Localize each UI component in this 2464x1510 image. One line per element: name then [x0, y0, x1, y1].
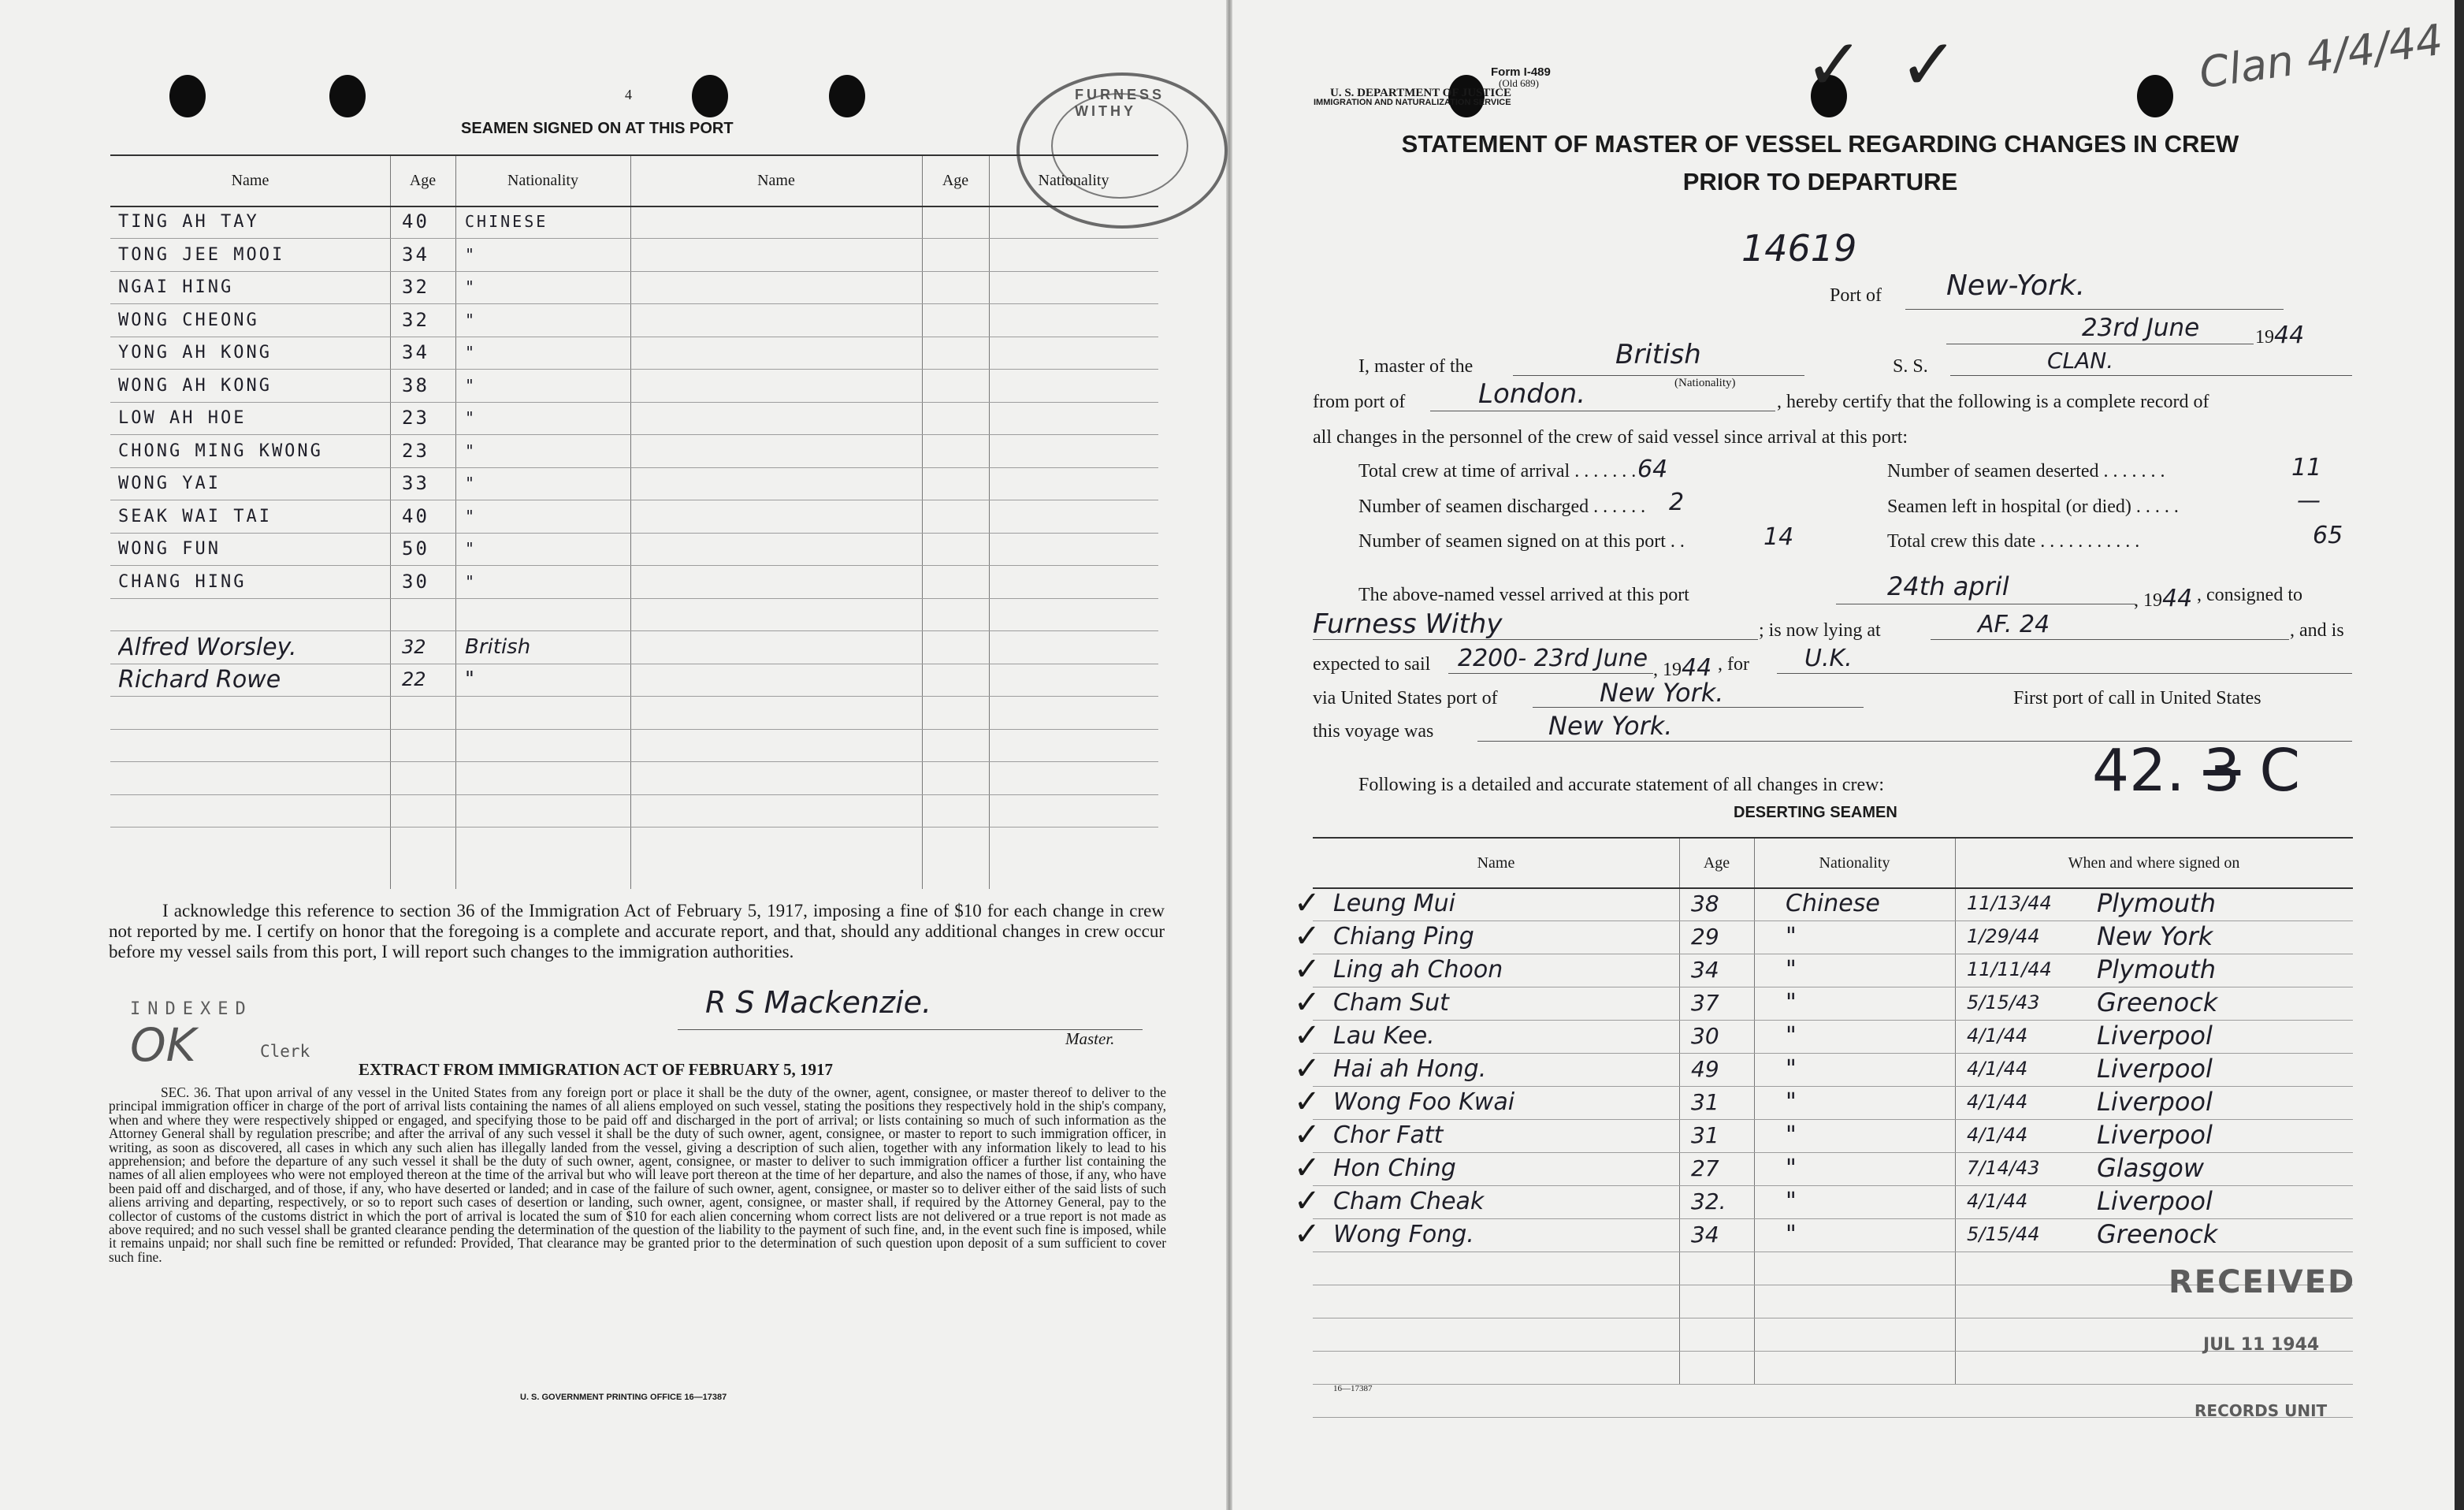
deserter-nationality: [1786, 1252, 1951, 1284]
deserter-date: [1967, 1318, 2077, 1350]
certify-text: , hereby certify that the following is a complete record of: [1777, 392, 2209, 412]
nationality-value: British: [1615, 339, 1701, 370]
punch-hole: [829, 75, 865, 117]
deserter-date: 1/29/44: [1967, 925, 2040, 947]
punch-hole: [329, 75, 366, 117]
section-title: SEAMEN SIGNED ON AT THIS PORT: [461, 120, 734, 137]
table-row: [110, 664, 1158, 697]
col-header-nationality-2: Nationality: [1038, 172, 1109, 189]
seaman-age: 23: [402, 407, 429, 429]
table-row: [110, 467, 1158, 500]
deserter-date: 4/1/44: [1967, 1124, 2028, 1146]
seaman-name: TING AH TAY: [118, 212, 259, 232]
for-label: , for: [1718, 654, 1749, 675]
deserter-place: Liverpool: [2097, 1021, 2213, 1051]
seal-text: FURNESS WITHY: [1075, 87, 1165, 119]
table-row: [110, 304, 1158, 337]
deserter-place: Glasgow: [2097, 1153, 2205, 1183]
col-header-name-2: Name: [757, 172, 795, 189]
seaman-name: WONG FUN: [118, 539, 221, 559]
seaman-name: YONG AH KONG: [118, 343, 272, 363]
year-value: 44: [2274, 322, 2305, 349]
seaman-nationality: [465, 697, 623, 729]
from-port-value: London.: [1478, 378, 1586, 410]
deserted-value: 11: [2291, 454, 2322, 482]
first-port-label: First port of call in United States: [2013, 688, 2261, 709]
deserter-nationality: ": [1786, 923, 1797, 950]
deserter-nationality: ": [1786, 1121, 1797, 1149]
file-number: 14619: [1741, 227, 1857, 270]
clerk-label: Clerk: [260, 1042, 310, 1061]
check-mark-icon: ✓: [1294, 1218, 1321, 1251]
table-row: [1294, 987, 2353, 1021]
seaman-name: WONG AH KONG: [118, 375, 272, 396]
seaman-age: 38: [402, 374, 429, 396]
table-row: [110, 239, 1158, 272]
deserter-age: 32.: [1691, 1188, 1726, 1214]
seaman-age: 23: [402, 439, 429, 462]
nationality-caption: (Nationality): [1674, 377, 1736, 389]
arrived-year: 44: [2162, 585, 2193, 612]
table-row: [110, 533, 1158, 566]
arrived-year-prefix: , 19: [2134, 590, 2162, 611]
deserting-title: DESERTING SEAMEN: [1734, 804, 1897, 821]
deserter-name: Ling ah Choon: [1333, 956, 1503, 984]
department: U. S. DEPARTMENT OF JUSTICE: [1330, 87, 1512, 99]
corner-note: Clan 4/4/44: [2196, 14, 2446, 99]
seaman-age: 34: [402, 243, 429, 266]
seaman-name: [118, 794, 386, 827]
master-label: Master.: [1065, 1029, 1115, 1048]
seaman-nationality: ": [465, 244, 478, 264]
sail-label: expected to sail: [1313, 654, 1431, 675]
seaman-age: 32: [402, 635, 426, 658]
deserter-place: Greenock: [2097, 987, 2218, 1017]
sail-year-prefix: , 19: [1653, 660, 1682, 680]
deserter-age: 37: [1691, 990, 1719, 1016]
seaman-age: 30: [402, 570, 429, 593]
table-row: [110, 729, 1158, 762]
seaman-nationality: [465, 762, 623, 794]
deserter-place: Greenock: [2097, 1219, 2218, 1249]
deserter-nationality: [1786, 1384, 1951, 1416]
page-edge: [2455, 0, 2464, 1510]
deserter-date: 5/15/44: [1967, 1223, 2040, 1245]
year-prefix: 19: [2255, 327, 2274, 348]
seaman-name: TONG JEE MOOI: [118, 244, 285, 265]
deserter-nationality: ": [1786, 1221, 1797, 1248]
deserter-name: Chiang Ping: [1333, 923, 1474, 950]
deserter-age: [1691, 1351, 1754, 1383]
deserter-place: Plymouth: [2097, 888, 2216, 918]
seaman-age: 40: [402, 210, 429, 232]
deserter-date: 4/1/44: [1967, 1025, 2028, 1047]
seaman-age: [402, 598, 457, 630]
seaman-name: WONG YAI: [118, 474, 221, 493]
check-mark-icon: ✓: [1294, 1020, 1321, 1052]
big-mark: [2092, 737, 2300, 805]
deserter-date: [1967, 1252, 2077, 1284]
from-port-label: from port of: [1313, 392, 1406, 412]
deserter-date: 5/15/43: [1967, 991, 2040, 1013]
deserter-age: 29: [1691, 924, 1719, 950]
deserter-place: Liverpool: [2097, 1054, 2213, 1084]
table-row: [1294, 887, 2353, 921]
lying-value: AF. 24: [1978, 611, 2050, 638]
page-number: 4: [625, 87, 632, 102]
deserter-age: [1691, 1318, 1754, 1350]
check-mark-icon: ✓: [1294, 1152, 1321, 1185]
seaman-name: [118, 729, 386, 761]
sail-value: 2200- 23rd June: [1458, 645, 1648, 672]
deserter-name: Chor Fatt: [1333, 1121, 1444, 1149]
deserter-age: 30: [1691, 1023, 1719, 1049]
page-fold: [1226, 0, 1232, 1510]
deserter-date: 11/13/44: [1967, 892, 2052, 914]
deserter-age: 31: [1691, 1122, 1719, 1148]
arrived-value: 24th april: [1887, 571, 2009, 601]
seaman-age: 34: [402, 341, 429, 363]
table-row: [110, 598, 1158, 631]
deserter-nationality: Chinese: [1786, 890, 1880, 917]
deserter-place: Liverpool: [2097, 1087, 2213, 1117]
table-row: [1294, 1152, 2353, 1186]
extract-text: SEC. 36. That upon arrival of any vessel in the United States from any foreign port or place it shall be the duty of the owner, agent, consignee, or master thereof to deliver to the principal immigration officer in charge of the port of arrival lists containing the names of all aliens employed on such vessel, stating the positions they respectively hold in the ship's company, when and where they were respectively shipped or engaged, and specifying those to be paid off and discharged in the port of arrival; or lists containing so much of such information as the Attorney General shall by regulation prescribe; and after the arrival of any such vessel it shall be the duty of such owner, agent, consignee, or master to report to such immigration officer, in writing, as soon as discovered, all cases in which any such alien has illegally landed from the vessel, giving a description of such alien, together with any information likely to lead to his apprehension; and before the departure of any such vessel it shall be the duty of such owner, agent, consignee, or master to deliver to such immigration officer a further list containing the names of all alien employees who were not employed thereon at the time of the arrival but who will leave port thereon at the time of her departure, and also the names of those, if any, who have been paid off and discharged, and of those, if any, who have deserted or landed; and in case of the failure of such owner, agent, consignee, or master so to deliver either of the said lists of such aliens arriving and departing, respectively, or so to report such cases of desertion or landing, such owner, agent, consignee, or master shall, if required by the Attorney General, pay to the collector of customs of the customs district in which the port of arrival is located the sum of $10 for each alien concerning whom correct lists are not delivered or a true report is not made as above required; and no such vessel shall be granted clearance pending the determination of the question of the liability to the payment of such fine, and, in the event such fine is imposed, while it remains unpaid; nor shall such fine be remitted or refunded: Provided, That clearance may be granted prior to the determination of such question upon deposit of a sum sufficient to cover such fine.: [109, 1084, 1166, 1265]
table-row: [110, 566, 1158, 599]
deserter-place: Liverpool: [2097, 1120, 2213, 1150]
signed-value: 14: [1763, 523, 1794, 551]
seaman-name: LOW AH HOE: [118, 408, 247, 428]
d-col-header-nationality: Nationality: [1819, 854, 1890, 872]
seaman-age: 32: [402, 308, 429, 331]
seaman-nationality: ": [465, 441, 478, 460]
check-mark-icon: ✓: [1294, 1053, 1321, 1085]
check-mark-icon: ✓: [1294, 887, 1321, 920]
seaman-nationality: British: [465, 634, 531, 659]
port-label: Port of: [1830, 285, 1882, 306]
deserter-name: Wong Fong.: [1333, 1221, 1474, 1248]
seaman-nationality: [465, 729, 623, 761]
ss-value: CLAN.: [2047, 348, 2114, 374]
seaman-name: SEAK WAI TAI: [118, 506, 272, 526]
big-mark-tail: C: [2259, 737, 2300, 805]
deserter-date: [1967, 1285, 2077, 1317]
seaman-age: [402, 794, 457, 827]
deserter-name: Hai ah Hong.: [1333, 1055, 1487, 1083]
right-printing-code: 16—17387: [1333, 1384, 1373, 1393]
deserter-name: [1333, 1285, 1672, 1317]
table-row: [1294, 1053, 2353, 1087]
table-row: [110, 206, 1158, 239]
check-mark-icon: ✓: [1294, 1185, 1321, 1218]
discharged-value: 2: [1669, 489, 1685, 516]
deserter-age: [1691, 1285, 1754, 1317]
arrived-label: The above-named vessel arrived at this port: [1358, 585, 1689, 605]
deserter-name: Wong Foo Kwai: [1333, 1088, 1515, 1116]
check-mark-icon: ✓: [1294, 954, 1321, 986]
deserter-age: 34: [1691, 1222, 1719, 1248]
deserter-name: Cham Sut: [1333, 989, 1449, 1017]
d-col-header-when-where: When and where signed on: [2068, 854, 2240, 872]
extract-title: EXTRACT FROM IMMIGRATION ACT OF FEBRUARY 5, 1917: [359, 1060, 834, 1079]
seaman-name: [118, 697, 386, 729]
table-row: [1294, 1218, 2353, 1252]
seaman-name: CHANG HING: [118, 571, 247, 592]
records-unit-stamp: RECORDS UNIT: [2195, 1401, 2328, 1420]
table-row: [110, 762, 1158, 795]
deserter-date: 11/11/44: [1967, 958, 2052, 980]
consignee-value: Furness Withy: [1313, 608, 1503, 640]
punch-hole: [692, 75, 728, 117]
discharged-label: Number of seamen discharged . . . . . .: [1358, 497, 1646, 517]
deserter-nationality: ": [1786, 989, 1797, 1017]
deserter-name: Lau Kee.: [1333, 1022, 1435, 1050]
all-changes-text: all changes in the personnel of the crew of said vessel since arrival at this port:: [1313, 427, 1908, 448]
and-is-label: , and is: [2290, 620, 2344, 641]
table-row: [110, 631, 1158, 664]
deserter-nationality: ": [1786, 1155, 1797, 1182]
deserter-age: 38: [1691, 891, 1719, 917]
table-row: [1294, 1185, 2353, 1219]
master-of-label: I, master of the: [1358, 356, 1474, 377]
seaman-nationality: ": [465, 375, 478, 395]
seaman-nationality: ": [465, 539, 478, 558]
col-header-age: Age: [409, 172, 437, 189]
table-row: [110, 337, 1158, 370]
hospital-label: Seamen left in hospital (or died) . . . . .: [1887, 497, 2179, 517]
deserter-place: Liverpool: [2097, 1186, 2213, 1216]
deserter-date: [1967, 1351, 2077, 1383]
printing-office: U. S. GOVERNMENT PRINTING OFFICE 16—17387: [520, 1393, 727, 1402]
seaman-name: Alfred Worsley.: [118, 633, 297, 661]
seaman-name: CHONG MING KWONG: [118, 441, 323, 461]
deserter-nationality: [1786, 1318, 1951, 1350]
deserter-age: 31: [1691, 1089, 1719, 1115]
deserter-age: [1691, 1384, 1754, 1416]
total-date-value: 65: [2313, 522, 2343, 549]
table-row: [110, 500, 1158, 534]
table-row: [110, 271, 1158, 304]
seaman-nationality: CHINESE: [465, 212, 548, 231]
master-signature: R S Mackenzie.: [705, 985, 932, 1020]
table-row: [1294, 921, 2353, 954]
table-row: [1294, 1119, 2353, 1153]
deserter-date: 7/14/43: [1967, 1157, 2040, 1179]
deserter-age: 49: [1691, 1056, 1719, 1082]
seaman-age: 32: [402, 276, 429, 298]
deserter-name: [1333, 1351, 1672, 1383]
hospital-value: —: [2297, 487, 2321, 515]
big-mark-value: 42.: [2092, 737, 2185, 805]
deserter-date: 4/1/44: [1967, 1190, 2028, 1212]
table-row: [110, 370, 1158, 403]
deserter-name: Cham Cheak: [1333, 1188, 1485, 1215]
d-col-header-age: Age: [1703, 854, 1730, 872]
lying-label: ; is now lying at: [1759, 620, 1881, 641]
seaman-age: [402, 729, 457, 761]
seaman-name: [118, 762, 386, 794]
for-value: U.K.: [1804, 645, 1853, 672]
deserter-nationality: ": [1786, 956, 1797, 984]
deserted-label: Number of seamen deserted . . . . . . .: [1887, 461, 2165, 482]
seaman-age: 22: [402, 668, 426, 690]
seaman-age: 50: [402, 537, 429, 560]
received-date: JUL 11 1944: [2203, 1335, 2320, 1355]
port-value: New-York.: [1946, 270, 2086, 302]
seaman-name: Richard Rowe: [118, 666, 281, 694]
total-arrival-label: Total crew at time of arrival . . . . . . .: [1358, 461, 1637, 482]
table-row: [1313, 1318, 2353, 1352]
consigned-label: , consigned to: [2197, 585, 2302, 605]
d-col-header-name: Name: [1477, 854, 1515, 872]
service: IMMIGRATION AND NATURALIZATION SERVICE: [1314, 98, 1511, 107]
check-mark-icon: ✓: [1294, 1119, 1321, 1151]
deserter-nationality: ": [1786, 1088, 1797, 1116]
col-header-age-2: Age: [942, 172, 969, 189]
deserter-place: New York: [2097, 921, 2213, 951]
seaman-nationality: ": [465, 343, 478, 362]
check-mark-icon: ✓: [1294, 987, 1321, 1019]
check-mark-large: ✓: [1804, 24, 1864, 106]
deserter-place: [2097, 1351, 2349, 1383]
deserter-age: 27: [1691, 1155, 1719, 1181]
deserter-name: Leung Mui: [1333, 890, 1456, 917]
form-title-line2: PRIOR TO DEPARTURE: [1682, 168, 1958, 195]
seaman-nationality: ": [465, 506, 478, 526]
deserter-nationality: [1786, 1285, 1951, 1317]
acknowledgement-text: I acknowledge this reference to section 36 of the Immigration Act of February 5, 1917, imposing a fine of $10 for each change in crew not reported by me. I certify on honor that the foregoing is a complete and accurate report, and that, should any additional changes in crew occur before my vessel sails from this port, I will report such changes to the immigration authorities.: [109, 901, 1165, 961]
seaman-age: 33: [402, 472, 429, 494]
deserter-date: 4/1/44: [1967, 1058, 2028, 1080]
deserter-date: [1967, 1384, 2077, 1416]
form-title-line1: STATEMENT OF MASTER OF VESSEL REGARDING CHANGES IN CREW: [1401, 130, 2239, 158]
seaman-age: 40: [402, 504, 429, 527]
form-old: (Old 689): [1499, 77, 1539, 89]
deserter-place: Plymouth: [2097, 954, 2216, 984]
deserter-nationality: ": [1786, 1055, 1797, 1083]
table-row: [110, 697, 1158, 730]
seaman-nationality: ": [465, 571, 478, 591]
voyage-value: New York.: [1548, 711, 1673, 741]
big-mark-struck: 3: [2203, 737, 2241, 805]
table-row: [1294, 1020, 2353, 1054]
punch-hole: [2137, 75, 2173, 117]
table-row: [1294, 954, 2353, 987]
seaman-nationality: [465, 794, 623, 827]
seaman-nationality: ": [465, 668, 474, 691]
ss-label: S. S.: [1893, 356, 1928, 377]
deserter-name: [1333, 1318, 1672, 1350]
deserter-age: 34: [1691, 957, 1719, 983]
sail-year: 44: [1682, 654, 1712, 682]
col-header-name: Name: [231, 172, 269, 189]
table-row: [1294, 1086, 2353, 1120]
table-row: [1313, 1351, 2353, 1385]
check-mark-icon: ✓: [1294, 1086, 1321, 1118]
clerk-initials: OK: [130, 1018, 196, 1072]
date-value: 23rd June: [2082, 314, 2200, 342]
col-header-nationality: Nationality: [507, 172, 578, 189]
punch-hole: [169, 75, 206, 117]
seaman-nationality: ": [465, 474, 478, 493]
seaman-age: [402, 762, 457, 794]
total-date-label: Total crew this date . . . . . . . . . . .: [1887, 531, 2140, 552]
total-arrival-value: 64: [1637, 456, 1668, 483]
seaman-name: WONG CHEONG: [118, 310, 259, 330]
table-row: [110, 402, 1158, 435]
voyage-label: this voyage was: [1313, 721, 1434, 742]
deserter-name: Hon Ching: [1333, 1155, 1456, 1182]
following-text: Following is a detailed and accurate statement of all changes in crew:: [1358, 775, 1885, 795]
deserter-name: [1333, 1252, 1672, 1284]
deserter-nationality: [1786, 1351, 1951, 1383]
seaman-age: [402, 697, 457, 729]
table-row: [110, 794, 1158, 828]
deserter-nationality: ": [1786, 1022, 1797, 1050]
seaman-name: NGAI HING: [118, 277, 234, 297]
table-row: [110, 435, 1158, 468]
signed-label: Number of seamen signed on at this port . .: [1358, 531, 1685, 552]
deserter-date: 4/1/44: [1967, 1091, 2028, 1113]
via-label: via United States port of: [1313, 688, 1498, 709]
via-value: New York.: [1600, 678, 1724, 708]
deserter-age: [1691, 1252, 1754, 1284]
seaman-nationality: [465, 598, 623, 630]
seaman-nationality: ": [465, 310, 478, 329]
received-stamp: RECEIVED: [2169, 1264, 2356, 1300]
indexed-stamp: INDEXED: [130, 999, 253, 1019]
check-mark-large: ✓: [1899, 24, 1959, 106]
form-number: Form I-489: [1491, 65, 1551, 79]
seaman-nationality: ": [465, 408, 478, 427]
seaman-nationality: ": [465, 277, 478, 296]
seaman-name: [118, 598, 386, 630]
deserter-name: [1333, 1384, 1672, 1416]
check-mark-icon: ✓: [1294, 921, 1321, 953]
deserter-nationality: ": [1786, 1188, 1797, 1215]
